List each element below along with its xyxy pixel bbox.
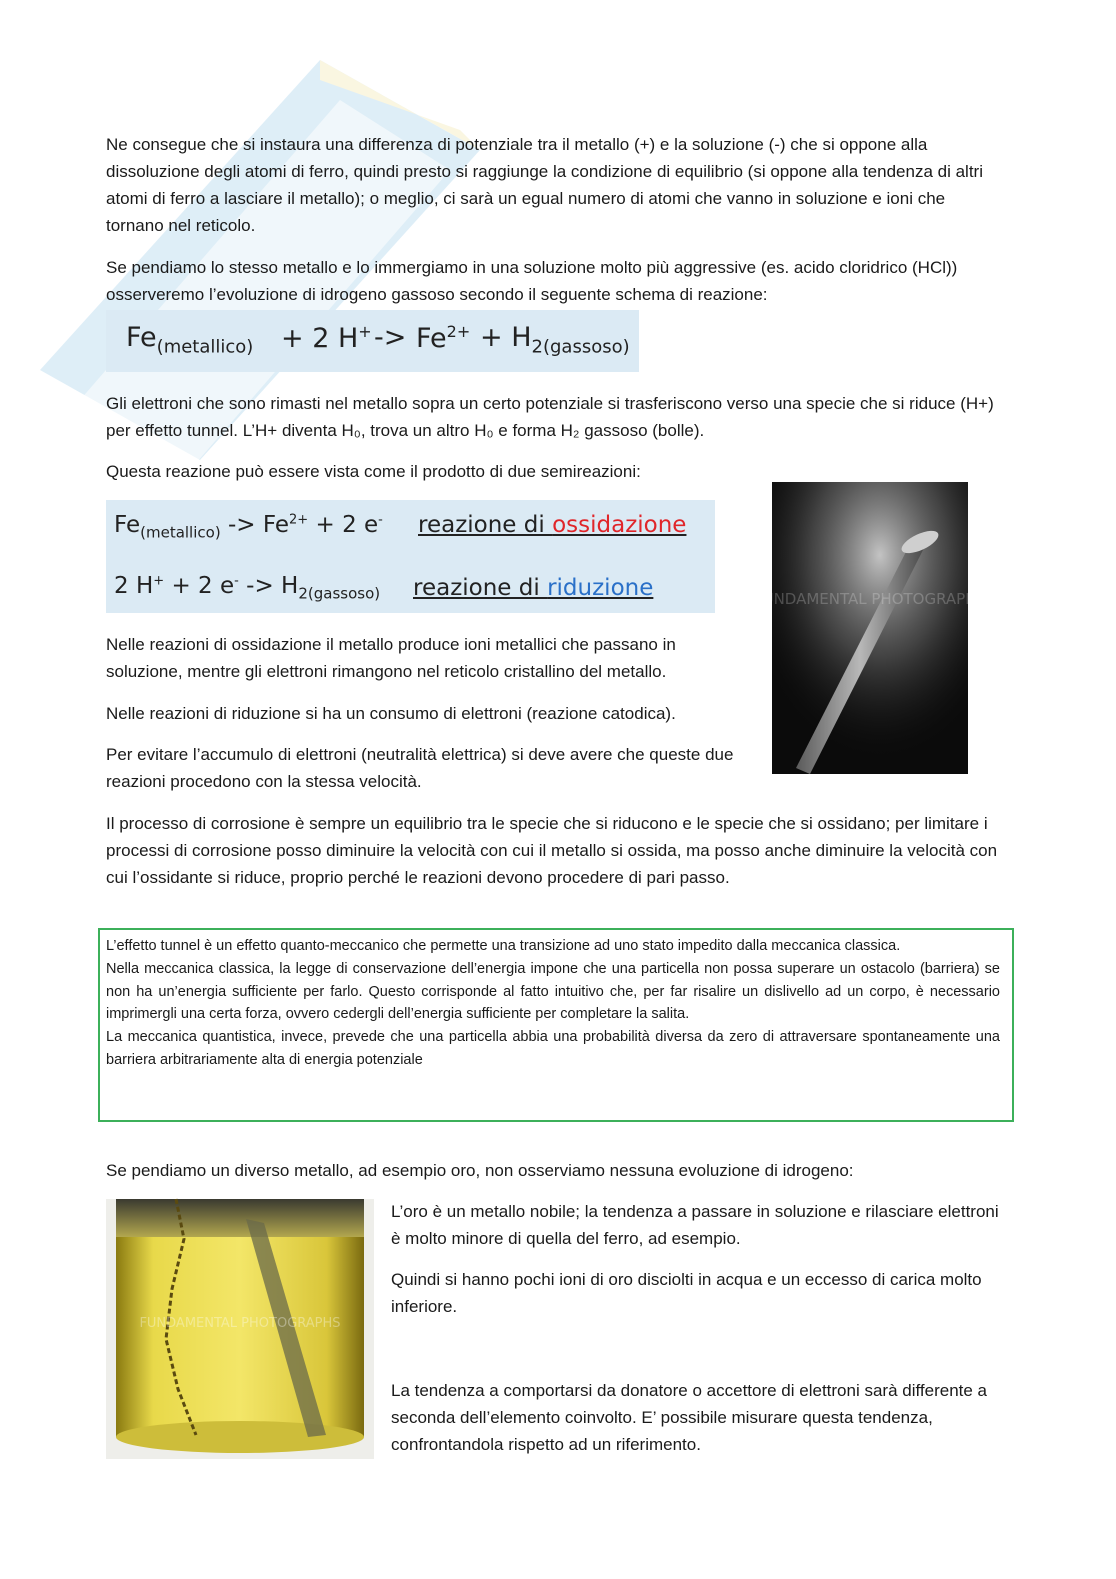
eq2-h-sup: +	[153, 573, 165, 589]
eq2-fe-sup: 2+	[289, 512, 309, 528]
paragraph-neutrality: Per evitare l’accumulo di elettroni (neutralità elettrica) si deve avere che queste due reazioni procedono con la stessa velocità.	[106, 745, 734, 791]
photo1-watermark-text: FUNDAMENTAL PHOTOGRAPHS	[753, 590, 987, 608]
photo-iron-nail-graphic	[753, 482, 987, 774]
paragraph-gold: Se pendiamo un diverso metallo, ad esempio oro, non osserviamo nessuna evoluzione di idrogeno:	[106, 1161, 854, 1180]
eq-h-sup: +	[358, 322, 372, 341]
note-box-tunnel-effect	[98, 928, 1014, 1122]
eq-arrow: ->	[374, 322, 407, 353]
equation-semireactions	[106, 500, 715, 613]
eq-h2: + H	[480, 322, 532, 353]
eq-fe-sub: (metallico)	[156, 336, 254, 358]
eq2-2h: 2 H	[114, 573, 154, 599]
eq2-fe-sub: (metallico)	[140, 523, 221, 542]
photo-gold-chain-solution	[106, 1199, 374, 1459]
eq2-electrons: + 2 e	[308, 512, 379, 538]
label-oxidation-word: ossidazione	[552, 512, 687, 538]
paragraph-reference: La tendenza a comportarsi da donatore o accettore di elettroni sarà differente a seconda dell’elemento coinvolto. E’ possibile misurare questa tendenza, confrontandola rispetto ad un riferimento.	[391, 1381, 988, 1454]
eq2-2e: + 2 e	[164, 573, 235, 599]
label-reduction-prefix: reazione di	[413, 575, 548, 601]
paragraph-equilibrium: Ne consegue che si instaura una differenza di potenziale tra il metallo (+) e la soluzione (-) che si oppone alla dissoluzione degli atomi di ferro, quindi presto si raggiunge la condizione di equilibrio (si oppone alla tendenza di altri atomi di ferro a lasciare il metallo); o meglio, ci sarà un egual numero di atomi che vanno in soluzione e ioni che tornano nel reticolo.	[106, 135, 983, 235]
photo-gold-chain-graphic	[106, 1199, 374, 1459]
eq2-arrow-fe: -> Fe	[220, 512, 289, 538]
label-reduction-word: riduzione	[547, 575, 654, 601]
eq2-h2-sub: 2(gassoso)	[298, 584, 381, 603]
label-oxidation-prefix: reazione di	[418, 512, 553, 538]
note-line-3: La meccanica quantistica, invece, prevede che una particella abbia una probabilità diversa da zero di attraversare spontaneamente una barriera arbitrariamente alta di energia potenziale	[106, 1029, 1000, 1068]
note-line-1: L’effetto tunnel è un effetto quanto-meccanico che permette una transizione ad uno stato impedito dalla meccanica classica.	[106, 938, 901, 954]
eq-fe: Fe	[126, 322, 157, 353]
paragraph-gold-ions: Quindi si hanno pochi ioni di oro disciolti in acqua e un eccesso di carica molto inferiore.	[391, 1270, 982, 1316]
paragraph-hcl: Se pendiamo lo stesso metallo e lo immergiamo in una soluzione molto più aggressive (es. acido cloridrico (HCl)) osserveremo l’evoluzione di idrogeno gassoso secondo il seguente schema di reazione:	[106, 258, 958, 304]
eq-fe2: Fe	[416, 323, 447, 354]
eq2-arrow-h2: -> H	[238, 573, 299, 599]
eq2-fe: Fe	[114, 512, 141, 538]
label-oxidation	[418, 512, 686, 538]
paragraph-semireactions: Questa reazione può essere vista come il prodotto di due semireazioni:	[106, 462, 641, 481]
paragraph-corrosion: Il processo di corrosione è sempre un equilibrio tra le specie che si riducono e le specie che si ossidano; per limitare i processi di corrosione posso diminuire la velocità con cui il metallo si ossida, ma posso anche diminuire la velocità con cui l’ossidante si riduce, proprio perché le reazioni devono procedere di pari passo.	[106, 814, 998, 887]
paragraph-reduction: Nelle reazioni di riduzione si ha un consumo di elettroni (reazione catodica).	[106, 704, 676, 723]
paragraph-oxidation: Nelle reazioni di ossidazione il metallo produce ioni metallici che passano in soluzione, mentre gli elettroni rimangono nel reticolo cristallino del metallo.	[106, 635, 676, 681]
eq-fe2-sup: 2+	[446, 322, 471, 341]
paragraph-tunnel: Gli elettroni che sono rimasti nel metallo sopra un certo potenziale si trasferiscono verso una specie che si riduce (H+) per effetto tunnel. L’H+ diventa H₀, trova un altro H₀ e forma H₂ gassoso (bolle).	[106, 394, 994, 440]
label-reduction	[413, 575, 653, 601]
equation-iron-hcl	[106, 310, 639, 372]
eq-2h: + 2 H	[281, 323, 359, 354]
photo2-watermark-text: FUNDAMENTAL PHOTOGRAPHS	[139, 1316, 341, 1331]
eq2-e2-sup: -	[234, 573, 239, 589]
eq2-e-sup: -	[378, 512, 383, 528]
paragraph-noble-metal: L’oro è un metallo nobile; la tendenza a passare in soluzione e rilasciare elettroni è molto minore di quella del ferro, ad esempio.	[391, 1202, 999, 1248]
photo-iron-nail-bubbles	[753, 482, 987, 774]
note-line-2: Nella meccanica classica, la legge di conservazione dell’energia impone che una particella non possa superare un ostacolo (barriera) se non ha un’energia sufficiente per farlo. Questo corrisponde al fatto intuitivo che, per far risalire un dislivello ad un corpo, è necessario imprimergli una certa forza, ovvero cedergli dell’energia sufficiente per completare la salita.	[106, 960, 1000, 1023]
eq-h2-sub: 2(gassoso)	[531, 336, 630, 358]
